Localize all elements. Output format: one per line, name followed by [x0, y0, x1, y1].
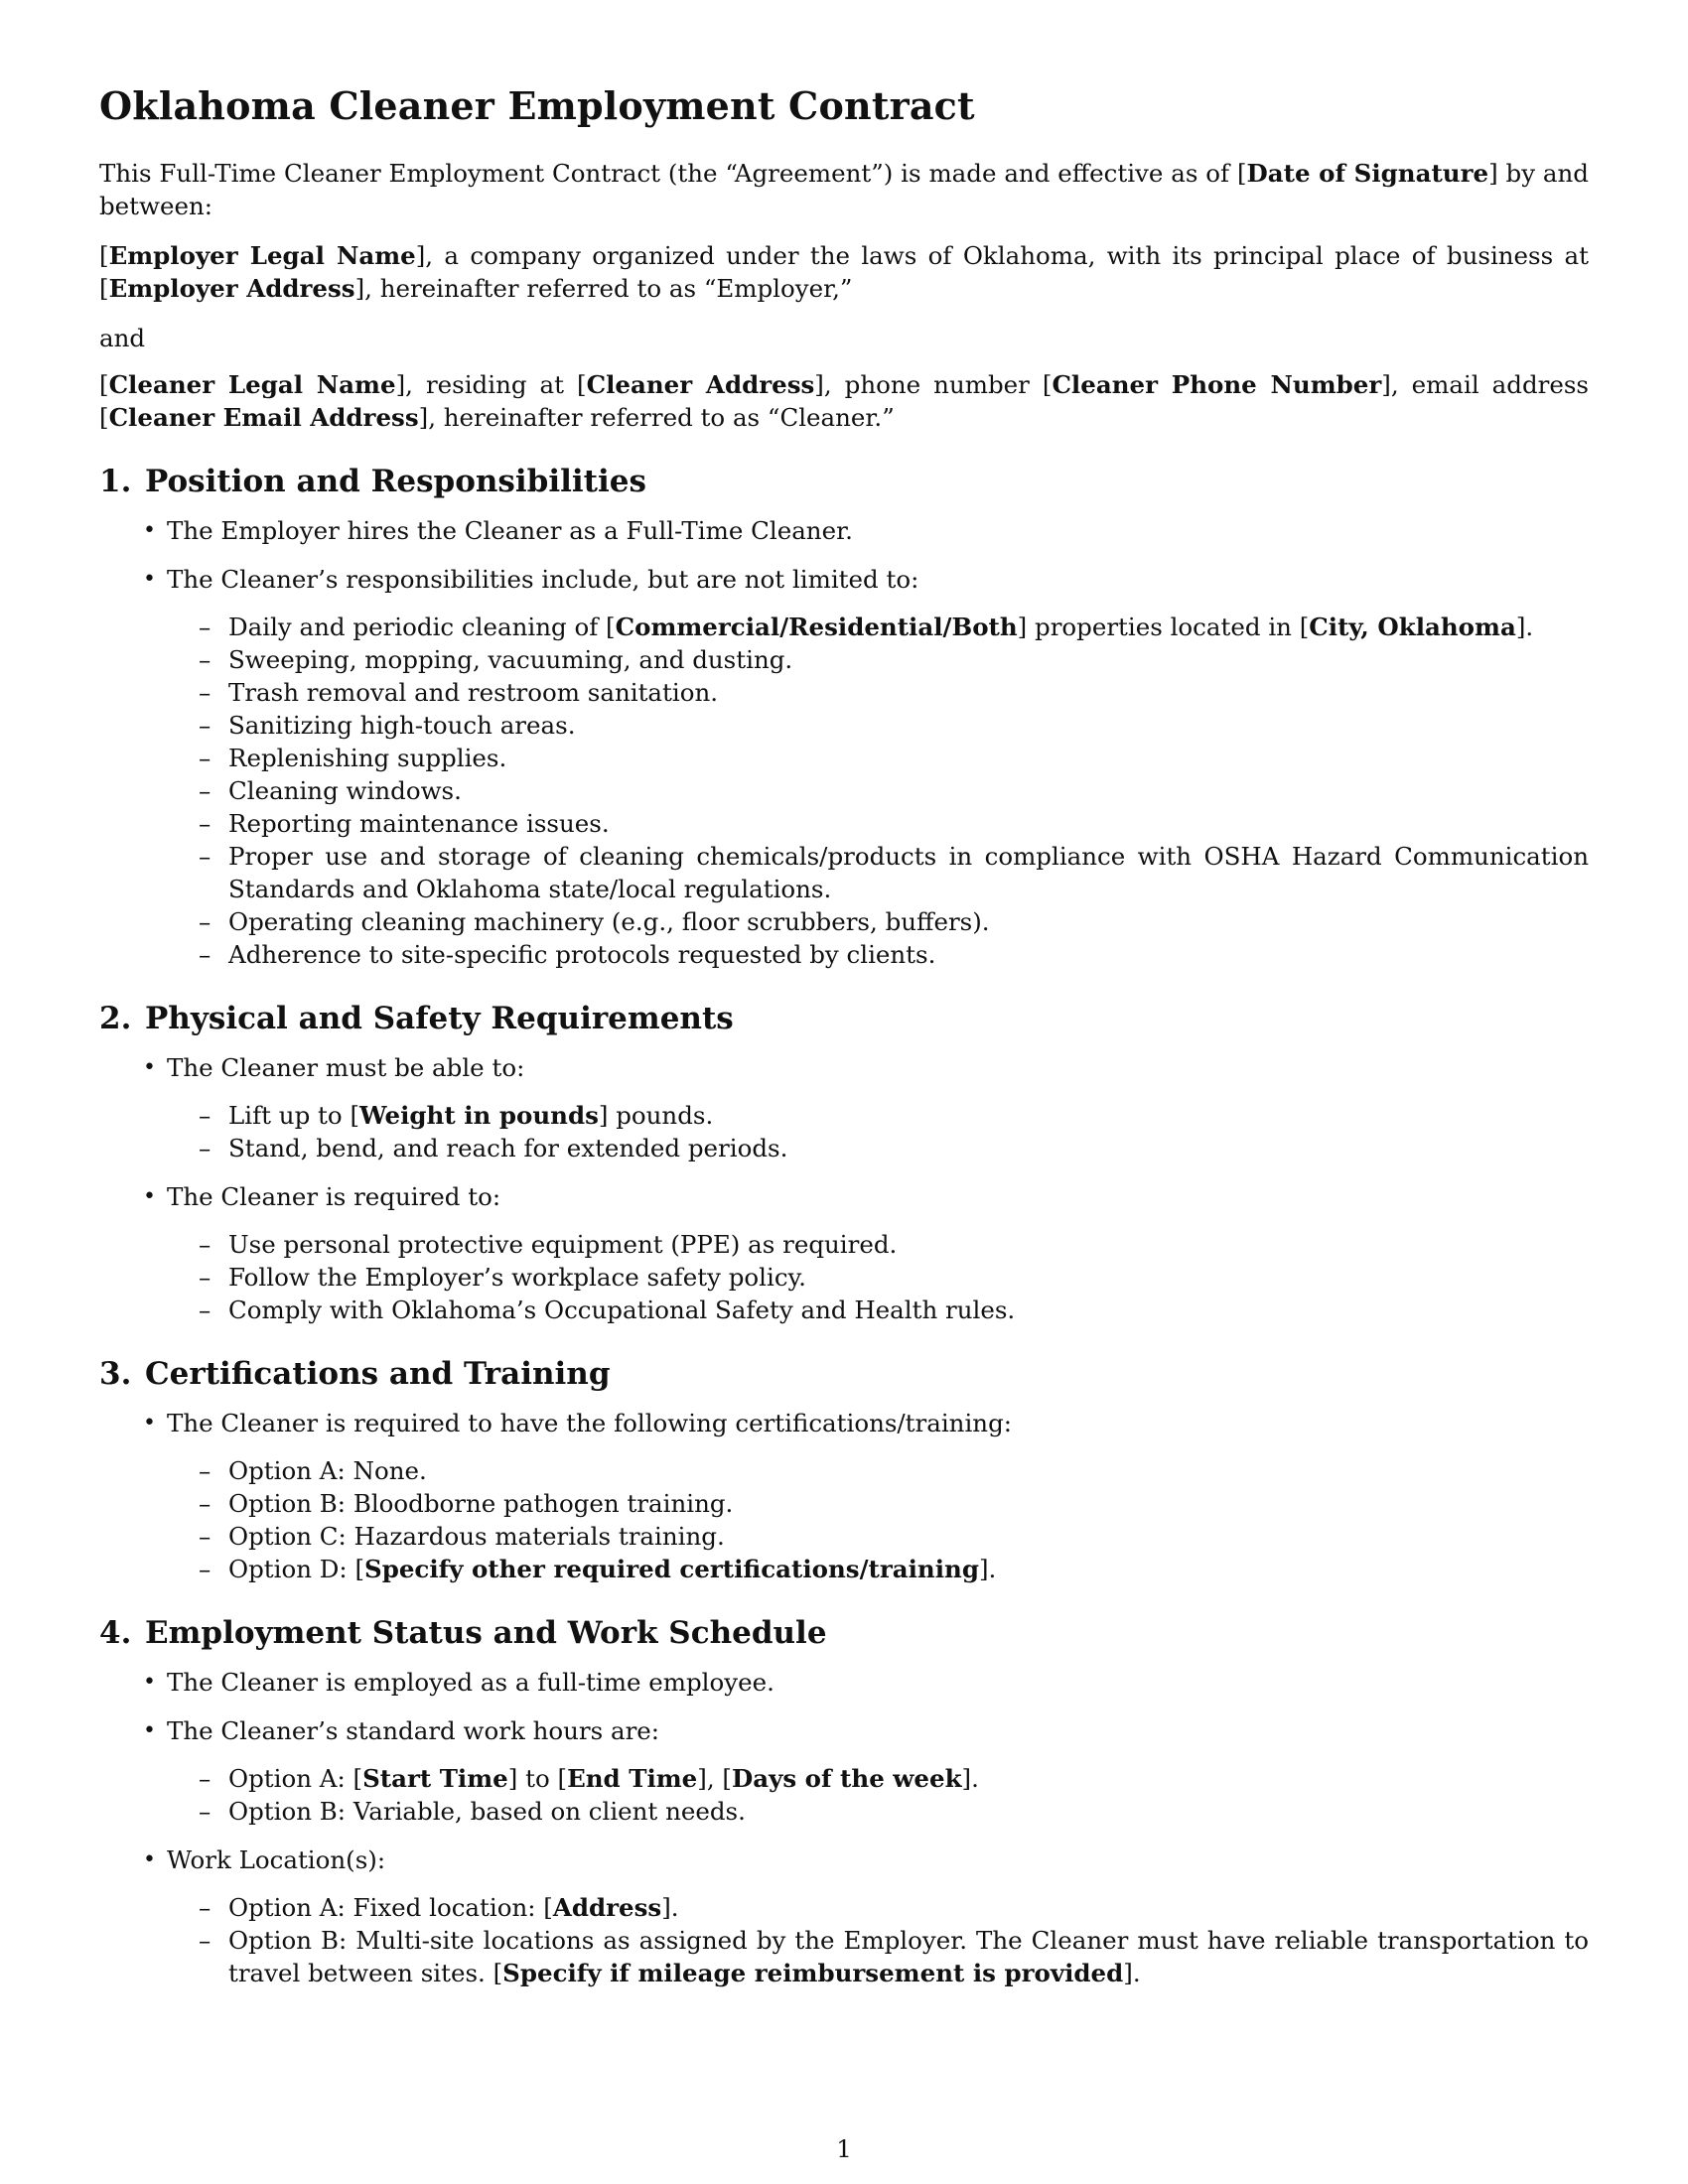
work-locations-list [167, 1891, 1589, 1989]
contract-page [99, 83, 1589, 2005]
section-1-list [99, 514, 1589, 971]
list-item: – Follow the Employer’s workplace safety policy. [228, 1261, 1589, 1294]
document-title: Oklahoma Cleaner Employment Contract [99, 83, 975, 128]
list-item: • The Cleaner is required to have the following certifications/training: – Option A: None. – Option B: Bloodborne pathogen training. – Option C: Hazardous materials training. – Option D: [Specify other required certifications/training]. [167, 1407, 1589, 1585]
physical-abilities-list [167, 1099, 1589, 1164]
date-placeholder: Date of Signature [1246, 158, 1489, 188]
section-heading-certifications: 3. Certifications and Training [99, 1355, 611, 1392]
section-heading-employment-status: 4. Employment Status and Work Schedule [99, 1615, 827, 1652]
list-item: – Replenishing supplies. [228, 742, 1589, 774]
list-item: • The Employer hires the Cleaner as a Full-Time Cleaner. [167, 514, 1589, 547]
cleaner-phone-placeholder: Cleaner Phone Number [1052, 369, 1382, 399]
section-heading-physical-safety: 2. Physical and Safety Requirements [99, 1000, 734, 1036]
list-item: – Comply with Oklahoma’s Occupational Safety and Health rules. [228, 1294, 1589, 1326]
list-item: – Sanitizing high-touch areas. [228, 709, 1589, 742]
list-item: – Option A: None. [228, 1454, 1589, 1487]
list-item: • The Cleaner’s standard work hours are: – Option A: [Start Time] to [End Time], [Days of the week]. – Option B: Variable, based on client needs. [167, 1714, 1589, 1828]
city-placeholder: City, Oklahoma [1309, 612, 1516, 641]
employer-name-placeholder: Employer Legal Name [108, 240, 416, 270]
list-item: • The Cleaner’s responsibilities include, but are not limited to: – Daily and periodic cleaning of [Commercial/Residential/Both] properties located in [City, Oklahoma]. – Sweeping, mopping, vacuuming, and dusting. – Trash removal and restroom sanitation. – Sanitizing high-touch areas. – Replenishing supplies. – Cleaning windows. – Reporting maintenance issues. – Proper use and storage of cleaning chemicals/products in compliance with OSHA Hazard Communication Standards and Oklahoma state/local regulations. – Operating cleaning machinery (e.g., floor scrubbers, buffers). – Adherence to site-specific protocols requested by clients. [167, 563, 1589, 971]
intro-paragraph: This Full-Time Cleaner Employment Contract (the “Agreement”) is made and effective as of [Date of Signature] by and between: [99, 158, 1589, 220]
property-type-placeholder: Commercial/Residential/Both [615, 612, 1018, 641]
cleaner-name-placeholder: Cleaner Legal Name [108, 369, 396, 399]
start-time-placeholder: Start Time [362, 1764, 508, 1794]
list-item: – Use personal protective equipment (PPE) as required. [228, 1228, 1589, 1261]
weight-placeholder: Weight in pounds [359, 1100, 599, 1130]
cleaner-address-placeholder: Cleaner Address [586, 369, 815, 399]
list-item: – Option A: [Start Time] to [End Time], [Days of the week]. [228, 1762, 1589, 1795]
certification-options-list [167, 1454, 1589, 1585]
list-item: – Option B: Variable, based on client needs. [228, 1795, 1589, 1828]
employer-address-placeholder: Employer Address [108, 273, 355, 303]
responsibilities-list [167, 611, 1589, 971]
and-text: and [99, 323, 146, 352]
section-2-list [99, 1051, 1589, 1326]
end-time-placeholder: End Time [567, 1764, 698, 1794]
list-item: – Option A: Fixed location: [Address]. [228, 1891, 1589, 1924]
cleaner-paragraph: [Cleaner Legal Name], residing at [Cleaner Address], phone number [Cleaner Phone Number], email address [Cleaner Email Address], hereinafter referred to as “Cleaner.” [99, 369, 1590, 432]
list-item: – Lift up to [Weight in pounds] pounds. [228, 1099, 1589, 1132]
mileage-placeholder: Specify if mileage reimbursement is provided [502, 1959, 1124, 1988]
list-item: • The Cleaner must be able to: – Lift up to [Weight in pounds] pounds. – Stand, bend, and reach for extended periods. [167, 1051, 1589, 1164]
list-item: – Option B: Multi-site locations as assigned by the Employer. The Cleaner must have reliable transportation to travel between sites. [Specify if mileage reimbursement is provided]. [228, 1924, 1589, 1989]
list-item: – Reporting maintenance issues. [228, 807, 1589, 840]
cleaner-email-placeholder: Cleaner Email Address [108, 402, 419, 432]
list-item: – Trash removal and restroom sanitation. [228, 676, 1589, 709]
location-address-placeholder: Address [552, 1893, 662, 1923]
list-item: – Sweeping, mopping, vacuuming, and dusting. [228, 643, 1589, 676]
list-item: – Cleaning windows. [228, 774, 1589, 807]
list-item: – Adherence to site-specific protocols requested by clients. [228, 938, 1589, 971]
list-item: – Proper use and storage of cleaning chemicals/products in compliance with OSHA Hazard Communication Standards and Oklahoma state/local regulations. [228, 840, 1589, 905]
list-item: – Stand, bend, and reach for extended periods. [228, 1132, 1589, 1164]
list-item: – Option C: Hazardous materials training. [228, 1520, 1589, 1553]
section-3-list [99, 1407, 1589, 1585]
list-item: – Option D: [Specify other required certifications/training]. [228, 1553, 1589, 1585]
list-item: – Operating cleaning machinery (e.g., floor scrubbers, buffers). [228, 905, 1589, 938]
section-heading-position: 1. Position and Responsibilities [99, 463, 646, 499]
list-item: – Daily and periodic cleaning of [Commercial/Residential/Both] properties located in [City, Oklahoma]. [228, 611, 1589, 643]
other-certifications-placeholder: Specify other required certifications/training [364, 1555, 979, 1584]
employer-paragraph: [Employer Legal Name], a company organized under the laws of Oklahoma, with its principal place of business at [Employer Address], hereinafter referred to as “Employer,” [99, 240, 1589, 303]
safety-requirements-list [167, 1228, 1589, 1326]
work-hours-list [167, 1762, 1589, 1828]
section-4-list [99, 1666, 1589, 1989]
list-item: – Option B: Bloodborne pathogen training. [228, 1487, 1589, 1520]
list-item: • Work Location(s): – Option A: Fixed location: [Address]. – Option B: Multi-site locations as assigned by the Employer. The Cleaner must have reliable transportation to travel between sites. [Specify if mileage reimbursement is provided]. [167, 1843, 1589, 1989]
list-item: • The Cleaner is required to: – Use personal protective equipment (PPE) as required. – Follow the Employer’s workplace safety policy. – Comply with Oklahoma’s Occupational Safety and Health rules. [167, 1180, 1589, 1326]
page-number: 1 [836, 2134, 852, 2163]
list-item: • The Cleaner is employed as a full-time employee. [167, 1666, 1589, 1699]
days-placeholder: Days of the week [731, 1764, 962, 1794]
